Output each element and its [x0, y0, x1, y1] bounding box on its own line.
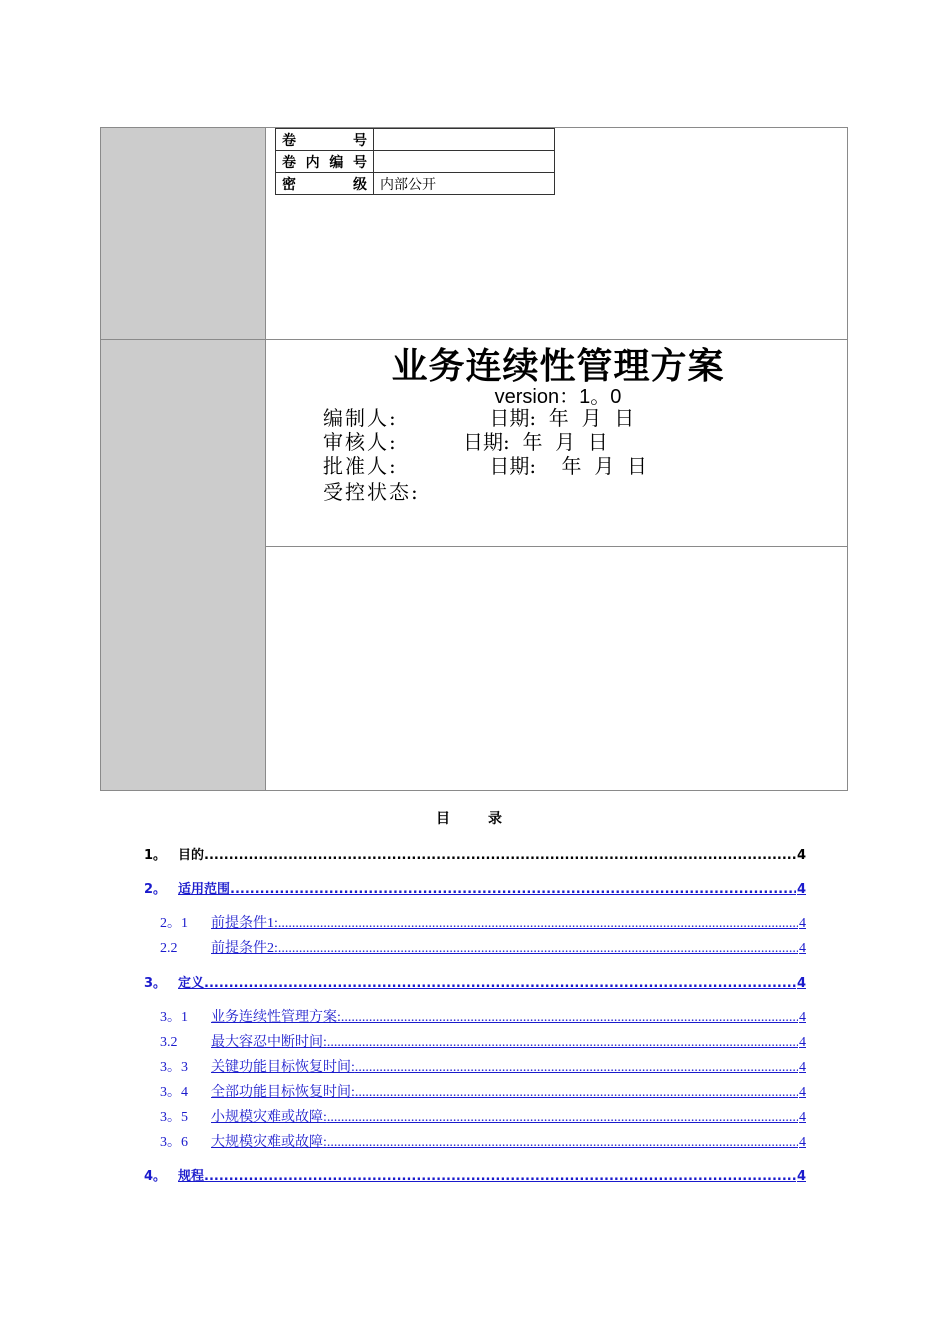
toc-entry-page: 4 — [799, 941, 806, 956]
approver-date: 日期: 年 月 日 — [463, 454, 647, 478]
document-title: 业务连续性管理方案 — [391, 346, 725, 387]
reviewer-date: 日期: 年 月 日 — [463, 430, 608, 454]
toc-entry-page: 4 — [799, 1035, 806, 1050]
cover-divider — [266, 546, 847, 547]
toc-entry-link[interactable] — [160, 937, 806, 957]
toc-entry-link[interactable] — [160, 912, 806, 932]
toc-entry-text: 大规模灾难或故障: — [211, 1135, 327, 1150]
author-label: 编制人: — [323, 406, 398, 430]
cover-frame — [100, 127, 848, 791]
toc-entry-text: 前提条件2: — [211, 941, 278, 956]
volume-number-label: 卷 号 — [276, 129, 374, 151]
toc-leader-dots — [355, 1060, 798, 1076]
toc-entry-text: 规程 — [178, 1169, 205, 1184]
classification-label: 密 级 — [276, 173, 374, 195]
toc-entry-link[interactable] — [160, 1081, 806, 1101]
toc-entry-text: 目的 — [178, 848, 205, 863]
toc-entry-number: 2。 — [144, 882, 167, 897]
toc-leader-dots — [230, 882, 796, 897]
toc-entry-number: 3.2 — [160, 1035, 178, 1050]
toc-entry-page: 4 — [796, 882, 806, 897]
toc-entry-page: 4 — [799, 916, 806, 931]
toc-entry-page: 4 — [799, 1110, 806, 1125]
toc-entry-number: 2。1 — [160, 916, 188, 931]
document-version: version：1。0 — [494, 386, 622, 408]
archive-info-table — [275, 128, 555, 195]
toc-entry-link[interactable] — [160, 1131, 806, 1151]
toc-entry-link[interactable] — [160, 1031, 806, 1051]
toc-entry-text: 前提条件1: — [211, 916, 278, 931]
toc-entry-page: 4 — [796, 976, 806, 991]
toc-entry-link[interactable] — [160, 1006, 806, 1026]
toc-entry-number: 3。 — [144, 976, 167, 991]
signature-row-control-status — [323, 476, 463, 505]
toc-leader-dots — [204, 976, 796, 991]
toc-entry-page: 4 — [799, 1135, 806, 1150]
toc-leader-dots — [341, 1010, 798, 1026]
toc-leader-dots — [327, 1135, 798, 1151]
toc-leader-dots — [327, 1110, 798, 1126]
toc-entry-text: 适用范围 — [178, 882, 231, 897]
toc-entry-link[interactable] — [144, 972, 806, 991]
toc-entry-page: 4 — [796, 1169, 806, 1184]
internal-number-value — [374, 151, 555, 173]
archive-row-classification — [276, 173, 555, 195]
toc-entry-number: 4。 — [144, 1169, 167, 1184]
toc-leader-dots — [327, 1035, 798, 1051]
toc-entry-page: 4 — [799, 1085, 806, 1100]
approver-label: 批准人: — [323, 454, 398, 478]
toc-entry-number: 3。6 — [160, 1135, 188, 1150]
toc-entry-number: 3。1 — [160, 1010, 188, 1025]
toc-entry-page: 4 — [799, 1060, 806, 1075]
toc-heading: 目 录 — [436, 811, 514, 827]
cover-side-band — [101, 128, 266, 790]
toc-entry-number: 3。3 — [160, 1060, 188, 1075]
toc-entry-link[interactable] — [144, 1165, 806, 1184]
archive-row-volume — [276, 129, 555, 151]
toc-leader-dots — [278, 916, 798, 932]
toc-entry-number: 1。 — [144, 848, 167, 863]
signature-row-approver — [323, 450, 647, 479]
author-date: 日期: 年 月 日 — [463, 406, 635, 430]
toc-leader-dots — [204, 848, 796, 863]
toc-leader-dots — [204, 1169, 796, 1184]
internal-number-label: 卷内编号 — [276, 151, 374, 173]
control-status-label: 受控状态: — [323, 480, 420, 504]
toc-entry-page: 4 — [799, 1010, 806, 1025]
toc-entry-text: 全部功能目标恢复时间: — [211, 1085, 355, 1100]
toc-entry-link[interactable] — [160, 1106, 806, 1126]
toc-entry-link[interactable] — [144, 878, 806, 897]
toc-entry-page: 4 — [796, 848, 806, 863]
toc-entry-text: 业务连续性管理方案: — [211, 1010, 341, 1025]
toc-leader-dots — [355, 1085, 798, 1101]
toc-entry-text: 关键功能目标恢复时间: — [211, 1060, 355, 1075]
toc-entry-text: 小规模灾难或故障: — [211, 1110, 327, 1125]
volume-number-value — [374, 129, 555, 151]
toc-entry[interactable] — [144, 844, 806, 863]
classification-value: 内部公开 — [374, 173, 555, 195]
toc-entry-text: 定义 — [178, 976, 205, 991]
toc-entry-number: 3。4 — [160, 1085, 188, 1100]
toc-entry-link[interactable] — [160, 1056, 806, 1076]
toc-entry-number: 2.2 — [160, 941, 178, 956]
toc-entry-number: 3。5 — [160, 1110, 188, 1125]
toc-entry-text: 最大容忍中断时间: — [211, 1035, 327, 1050]
archive-row-internal-number — [276, 151, 555, 173]
toc-leader-dots — [278, 941, 798, 957]
reviewer-label: 审核人: — [323, 430, 398, 454]
